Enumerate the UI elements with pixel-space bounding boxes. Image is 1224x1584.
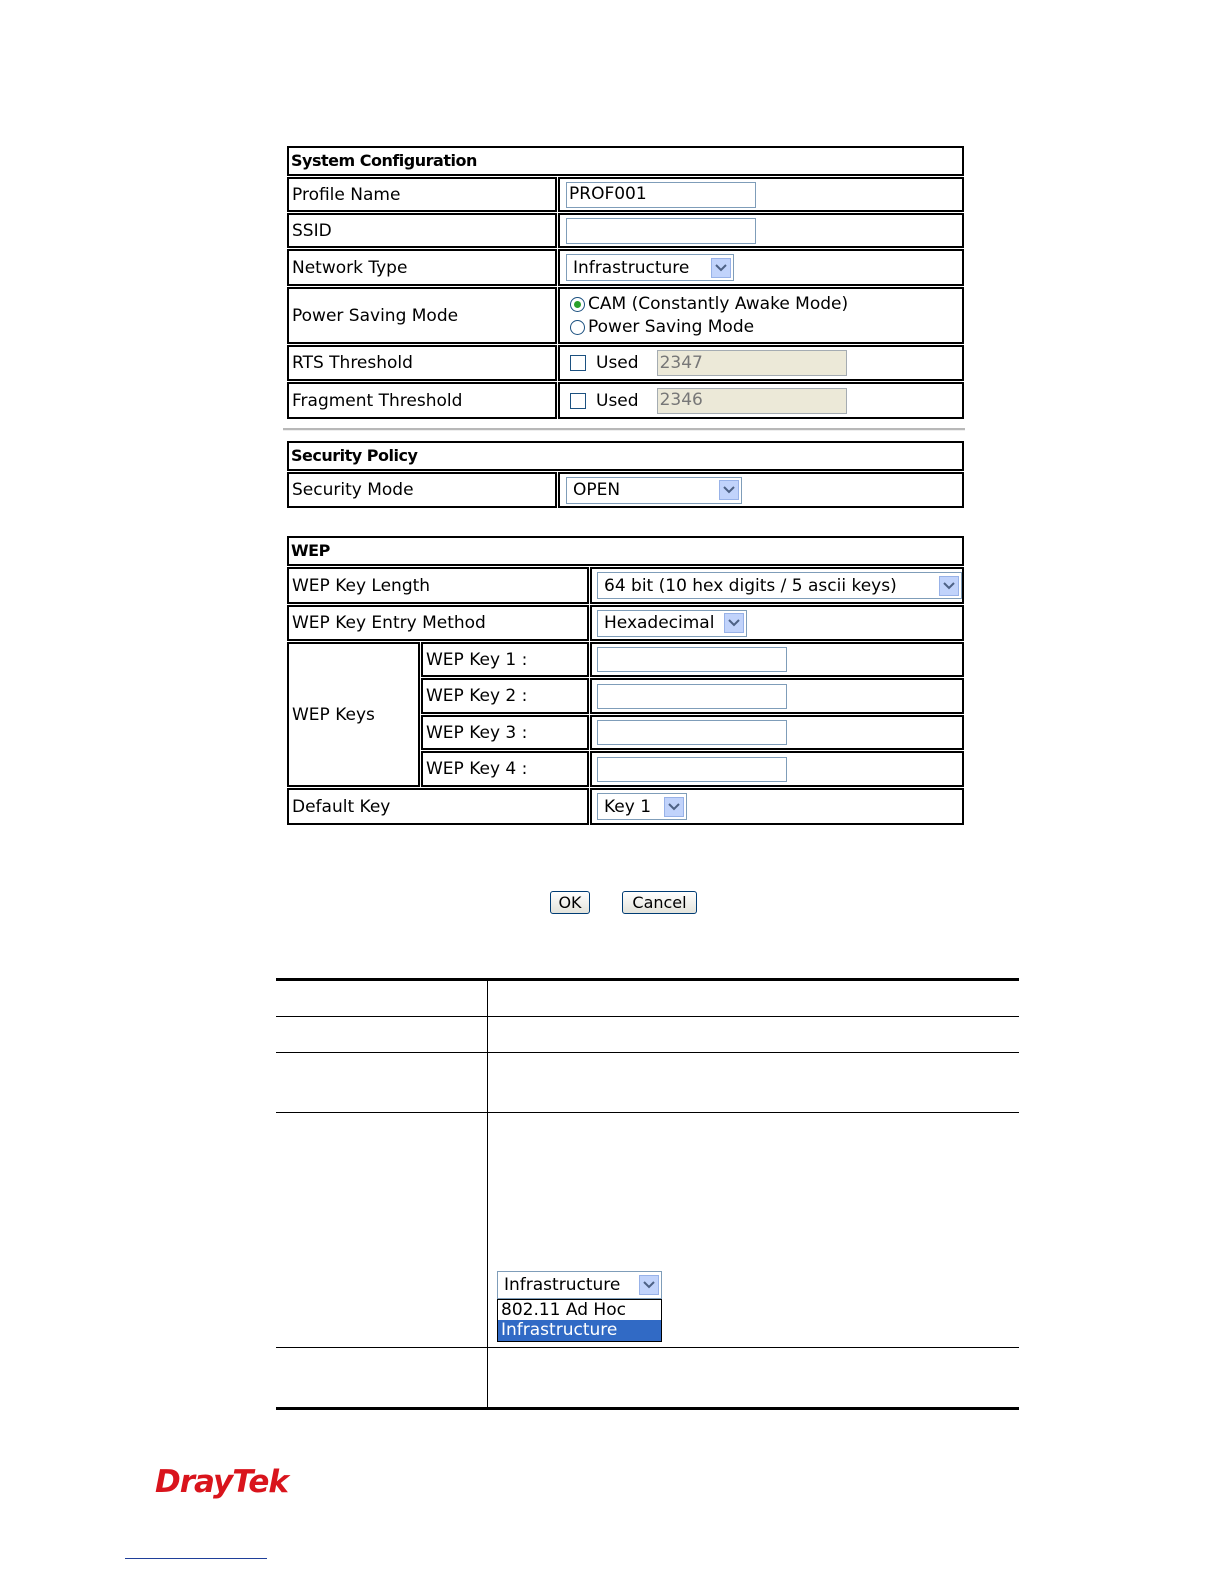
table-row-divider — [276, 1052, 1019, 1053]
wep-key-1-label-text: WEP Key 1 : — [426, 649, 528, 670]
power-saving-psm-option[interactable] — [570, 316, 754, 339]
fragment-used-checkbox[interactable] — [570, 393, 586, 409]
system-config-title: System Configuration — [291, 151, 477, 170]
dropdown-option-adhoc[interactable] — [498, 1300, 661, 1320]
security-mode-label — [287, 472, 557, 508]
profile-name-input[interactable] — [566, 182, 756, 208]
cancel-button-label: Cancel — [632, 893, 687, 912]
dropdown-option-infrastructure[interactable] — [498, 1320, 661, 1341]
wep-keys-label — [287, 642, 420, 787]
security-mode-label-text: Security Mode — [292, 480, 414, 500]
wep-key-2-label — [421, 678, 589, 714]
wep-key-1-cell — [590, 642, 964, 677]
default-key-select[interactable] — [597, 793, 687, 820]
network-type-select[interactable] — [566, 254, 734, 281]
chevron-down-icon[interactable] — [719, 480, 739, 500]
wep-key-4-input[interactable] — [597, 757, 787, 782]
default-key-label — [287, 788, 589, 825]
default-key-label-text: Default Key — [292, 796, 391, 817]
dropdown-option-adhoc-text: 802.11 Ad Hoc — [501, 1300, 626, 1320]
footer-rule — [125, 1558, 267, 1559]
system-config-header — [287, 146, 964, 176]
fragment-threshold-label-text: Fragment Threshold — [292, 390, 463, 411]
wep-title: WEP — [291, 541, 330, 560]
ok-button-label: OK — [558, 893, 582, 912]
wep-key-3-label-text: WEP Key 3 : — [426, 722, 528, 743]
ok-button[interactable] — [550, 891, 590, 914]
security-policy-title: Security Policy — [291, 446, 418, 465]
rts-threshold-label-text: RTS Threshold — [292, 353, 413, 373]
power-saving-cam-text: CAM (Constantly Awake Mode) — [588, 294, 849, 314]
chevron-down-icon[interactable] — [639, 1275, 659, 1295]
network-type-label-text: Network Type — [292, 257, 408, 278]
table-bottom-rule — [276, 1407, 1019, 1410]
security-mode-select[interactable] — [566, 477, 742, 504]
wep-header — [287, 536, 964, 566]
wep-entry-method-select[interactable] — [597, 610, 747, 637]
dropdown-option-infrastructure-text: Infrastructure — [501, 1320, 618, 1340]
radio-unselected-icon[interactable] — [570, 320, 585, 335]
network-type-demo-list — [497, 1299, 662, 1342]
chevron-down-icon[interactable] — [664, 797, 684, 817]
ssid-label-text: SSID — [292, 220, 332, 241]
section-divider — [283, 428, 965, 431]
rts-used-label: Used — [596, 353, 639, 373]
security-mode-value: OPEN — [573, 480, 621, 500]
wep-entry-method-label-text: WEP Key Entry Method — [292, 613, 486, 633]
ssid-input[interactable] — [566, 218, 756, 244]
default-key-cell — [590, 788, 964, 825]
network-type-cell — [558, 249, 964, 286]
wep-key-1-input[interactable] — [597, 647, 787, 672]
fragment-threshold-label — [287, 382, 557, 419]
ssid-label — [287, 213, 557, 248]
wep-key-4-label-text: WEP Key 4 : — [426, 759, 528, 779]
table-column-divider — [487, 980, 488, 1408]
wep-key-length-select[interactable] — [597, 572, 962, 599]
wep-entry-method-cell — [590, 605, 964, 641]
profile-name-label-text: Profile Name — [292, 184, 401, 205]
power-saving-label — [287, 287, 557, 344]
default-key-value: Key 1 — [604, 796, 652, 817]
wep-entry-method-value: Hexadecimal — [604, 613, 715, 633]
table-row-divider — [276, 1016, 1019, 1017]
fragment-threshold-input[interactable] — [657, 388, 847, 414]
wep-key-length-label — [287, 567, 589, 604]
fragment-threshold-value: 2346 — [659, 390, 703, 410]
network-type-demo-select[interactable] — [497, 1271, 662, 1299]
network-type-label — [287, 249, 557, 286]
profile-name-cell — [558, 177, 964, 212]
wep-keys-label-text: WEP Keys — [292, 704, 375, 725]
wep-key-length-value: 64 bit (10 hex digits / 5 ascii keys) — [604, 575, 897, 596]
cancel-button[interactable] — [622, 891, 697, 914]
wep-entry-method-label — [287, 605, 589, 641]
wep-key-3-label — [421, 715, 589, 750]
wep-key-length-label-text: WEP Key Length — [292, 575, 431, 596]
rts-threshold-label — [287, 345, 557, 381]
rts-threshold-cell — [558, 345, 964, 381]
security-mode-cell — [558, 472, 964, 508]
radio-dot — [574, 301, 581, 308]
chevron-down-icon[interactable] — [939, 576, 959, 596]
wep-key-3-input[interactable] — [597, 720, 787, 745]
table-row-divider — [276, 1347, 1019, 1348]
table-row-divider — [276, 1112, 1019, 1113]
profile-name-label — [287, 177, 557, 212]
wep-key-2-cell — [590, 678, 964, 714]
fragment-used-label: Used — [596, 390, 639, 411]
wep-key-2-label-text: WEP Key 2 : — [426, 686, 528, 706]
security-policy-header — [287, 441, 964, 471]
chevron-down-icon[interactable] — [724, 613, 744, 633]
fragment-threshold-cell — [558, 382, 964, 419]
power-saving-psm-text: Power Saving Mode — [588, 317, 755, 337]
draytek-logo-text: DrayTek — [155, 1464, 288, 1500]
network-type-demo-value: Infrastructure — [504, 1275, 621, 1295]
radio-selected-icon[interactable] — [570, 297, 585, 312]
wep-key-length-cell — [590, 567, 964, 604]
wep-key-1-label — [421, 642, 589, 677]
power-saving-label-text: Power Saving Mode — [292, 305, 459, 326]
profile-name-value: PROF001 — [569, 184, 647, 204]
wep-key-4-cell — [590, 751, 964, 787]
power-saving-cell — [558, 287, 964, 344]
chevron-down-icon[interactable] — [711, 258, 731, 278]
rts-used-checkbox[interactable] — [570, 355, 586, 371]
rts-threshold-input[interactable] — [657, 350, 847, 376]
table-top-rule — [276, 978, 1019, 981]
wep-key-4-label — [421, 751, 589, 787]
draytek-logo — [155, 1464, 288, 1504]
ssid-cell — [558, 213, 964, 248]
rts-threshold-value: 2347 — [659, 352, 703, 373]
network-type-value: Infrastructure — [573, 257, 690, 278]
wep-key-3-cell — [590, 715, 964, 750]
power-saving-cam-option[interactable] — [570, 293, 848, 316]
wep-key-2-input[interactable] — [597, 684, 787, 709]
